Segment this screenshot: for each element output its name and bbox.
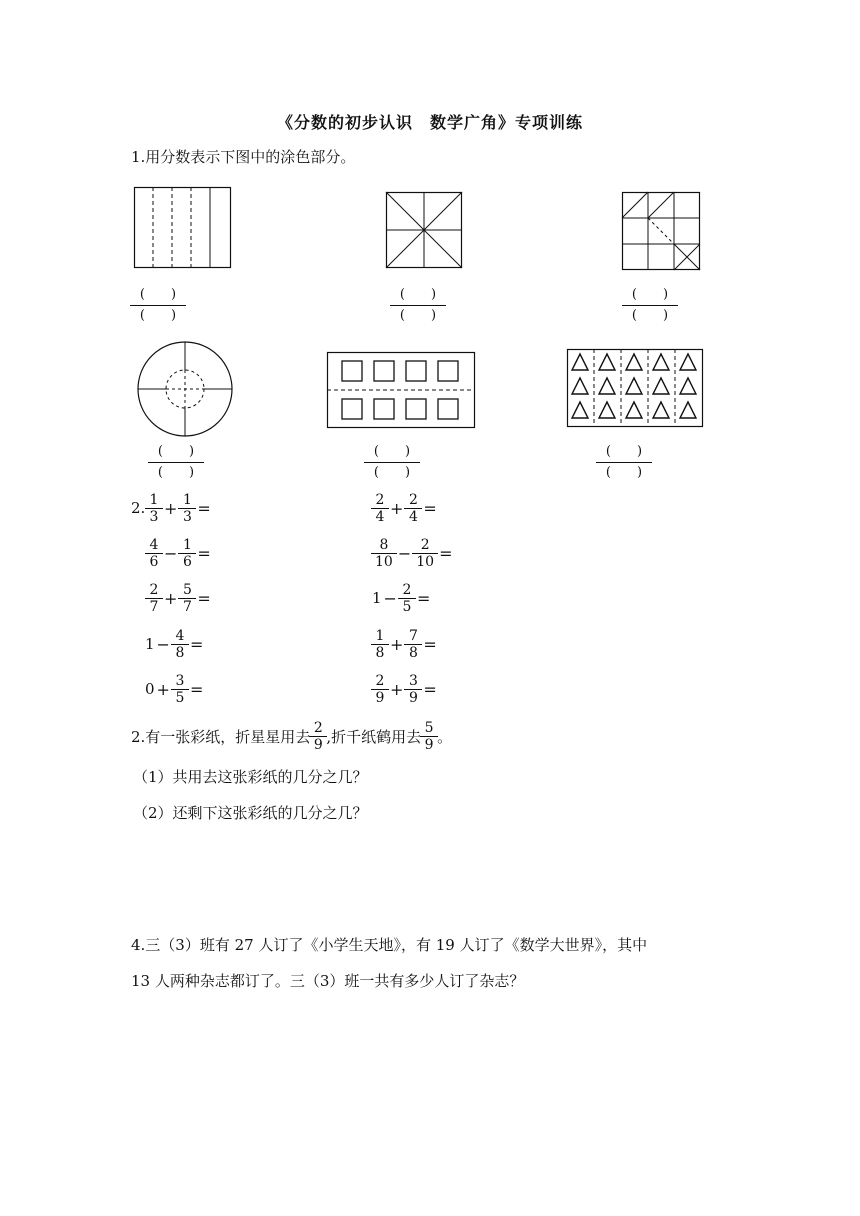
denominator: 9	[375, 689, 385, 706]
equals-sign: =	[423, 679, 437, 699]
numerator: 2	[402, 581, 412, 598]
denominator: 4	[408, 508, 418, 525]
question-3-part-b: ,折千纸鹤用去	[326, 727, 422, 746]
fraction-exercise	[146, 533, 273, 573]
fraction	[373, 673, 387, 706]
answer-space[interactable]	[205, 679, 265, 699]
equals-sign: =	[197, 498, 211, 518]
operator: −	[156, 634, 170, 654]
operator: −	[397, 543, 412, 563]
whole-number: 0	[145, 680, 155, 698]
whole-number: 1	[372, 589, 382, 607]
denominator: 3	[182, 508, 192, 525]
question-3-sub-2: （2）还剩下这张彩纸的几分之几？	[133, 804, 368, 822]
denominator-blank: ( )	[373, 465, 411, 480]
fraction	[147, 537, 161, 570]
operator: +	[390, 498, 404, 518]
fraction	[406, 492, 420, 525]
numerator: 4	[149, 536, 159, 553]
numerator: 2	[408, 491, 418, 508]
equals-sign: =	[189, 634, 204, 654]
question-1-text: 1.用分数表示下图中的涂色部分。	[131, 148, 356, 166]
numerator: 3	[408, 672, 418, 689]
fraction-exercise	[145, 669, 265, 709]
fraction-exercise	[372, 669, 499, 709]
figure-fifteen-triangles	[567, 349, 703, 427]
question-3-part-c: 。	[437, 727, 453, 746]
numerator: 8	[379, 536, 389, 553]
numerator-blank: ( )	[605, 444, 643, 459]
numerator: 2	[149, 581, 159, 598]
operator: −	[383, 588, 397, 608]
equals-sign: =	[416, 588, 431, 608]
answer-space[interactable]	[213, 543, 273, 563]
numerator-blank: ( )	[631, 287, 669, 302]
figure-ring	[137, 341, 233, 437]
equals-sign: =	[423, 634, 437, 654]
fraction-exercise	[372, 578, 492, 618]
denominator: 7	[182, 598, 192, 615]
denominator: 7	[149, 598, 159, 615]
figure-rectangle-columns	[134, 187, 232, 269]
answer-space[interactable]	[439, 634, 499, 654]
equals-sign: =	[189, 679, 204, 699]
denominator: 8	[375, 644, 385, 661]
denominator: 5	[175, 689, 185, 706]
answer-blank[interactable]	[622, 287, 678, 324]
fraction	[173, 673, 187, 706]
denominator: 10	[375, 553, 393, 570]
fraction	[180, 537, 194, 570]
denominator: 4	[375, 508, 385, 525]
answer-space[interactable]	[439, 498, 499, 518]
figure-square-eight-triangles	[386, 192, 462, 268]
fraction	[400, 582, 414, 615]
denominator: 10	[416, 553, 435, 570]
answer-space[interactable]	[205, 634, 265, 654]
denominator: 3	[149, 508, 159, 525]
equals-sign: =	[439, 543, 453, 563]
fraction	[414, 537, 436, 570]
denominator: 9	[408, 689, 418, 706]
answer-blank[interactable]	[148, 444, 204, 481]
fraction	[147, 492, 161, 525]
denominator: 9	[313, 736, 323, 753]
numerator: 7	[408, 627, 418, 644]
numerator: 1	[375, 627, 385, 644]
denominator-blank: ( )	[399, 308, 437, 323]
fraction	[373, 492, 387, 525]
numerator: 5	[182, 581, 192, 598]
fraction	[406, 673, 420, 706]
fraction	[173, 628, 187, 661]
question-3-part-a: 2.有一张彩纸，折星星用去	[131, 727, 311, 746]
denominator: 9	[424, 736, 434, 753]
answer-space[interactable]	[439, 679, 499, 699]
answer-blank[interactable]	[390, 287, 446, 324]
fraction-exercise	[146, 488, 273, 528]
figure-eight-squares	[327, 352, 475, 428]
numerator: 3	[175, 672, 185, 689]
denominator: 8	[175, 644, 185, 661]
equals-sign: =	[197, 588, 211, 608]
question-4-line-1: 4.三（3）班有 27 人订了《小学生天地》，有 19 人订了《数学大世界》，其中	[131, 936, 648, 954]
denominator: 6	[149, 553, 159, 570]
numerator-blank: ( )	[157, 444, 195, 459]
page-title: 《分数的初步认识 数学广角》专项训练	[276, 113, 583, 132]
denominator: 5	[402, 598, 412, 615]
fraction-exercise	[372, 488, 499, 528]
numerator-blank: ( )	[139, 287, 177, 302]
fraction-exercise	[372, 533, 514, 573]
numerator-blank: ( )	[399, 287, 437, 302]
question-2-label: 2.	[131, 499, 146, 517]
fraction	[180, 582, 194, 615]
numerator: 5	[424, 719, 434, 736]
numerator: 2	[375, 491, 385, 508]
question-4-line-2: 13 人两种杂志都订了。三（3）班一共有多少人订了杂志？	[131, 972, 525, 990]
operator: +	[390, 679, 404, 699]
whole-number: 1	[145, 635, 155, 653]
fraction	[373, 628, 387, 661]
numerator: 1	[149, 491, 159, 508]
answer-space[interactable]	[454, 543, 514, 563]
denominator-blank: ( )	[631, 308, 669, 323]
numerator: 4	[175, 627, 185, 644]
operator: +	[156, 679, 170, 699]
numerator-blank: ( )	[373, 444, 411, 459]
fraction	[180, 492, 194, 525]
question-3-text	[131, 716, 452, 756]
figure-grid-triangles	[622, 192, 700, 270]
fraction	[373, 537, 395, 570]
fraction	[406, 628, 420, 661]
answer-blank[interactable]	[596, 444, 652, 481]
fraction-exercise	[372, 624, 499, 664]
numerator: 2	[313, 719, 323, 736]
answer-space[interactable]	[213, 588, 273, 608]
answer-blank[interactable]	[364, 444, 420, 481]
operator: +	[390, 634, 404, 654]
fraction	[311, 720, 325, 753]
numerator: 2	[420, 536, 430, 553]
question-3-sub-1: （1）共用去这张彩纸的几分之几？	[133, 768, 368, 786]
fraction-exercise	[146, 578, 273, 618]
answer-blank[interactable]	[130, 287, 186, 324]
operator: −	[164, 543, 178, 563]
denominator-blank: ( )	[605, 465, 643, 480]
answer-space[interactable]	[432, 588, 492, 608]
numerator: 2	[375, 672, 385, 689]
operator: +	[164, 588, 178, 608]
denominator-blank: ( )	[157, 465, 195, 480]
equals-sign: =	[423, 498, 437, 518]
fraction	[147, 582, 161, 615]
denominator-blank: ( )	[139, 308, 177, 323]
numerator: 1	[182, 491, 192, 508]
numerator: 1	[182, 536, 192, 553]
fraction	[422, 720, 436, 753]
answer-space[interactable]	[213, 498, 273, 518]
denominator: 6	[182, 553, 192, 570]
denominator: 8	[408, 644, 418, 661]
equals-sign: =	[197, 543, 211, 563]
operator: +	[164, 498, 178, 518]
fraction-exercise	[145, 624, 265, 664]
